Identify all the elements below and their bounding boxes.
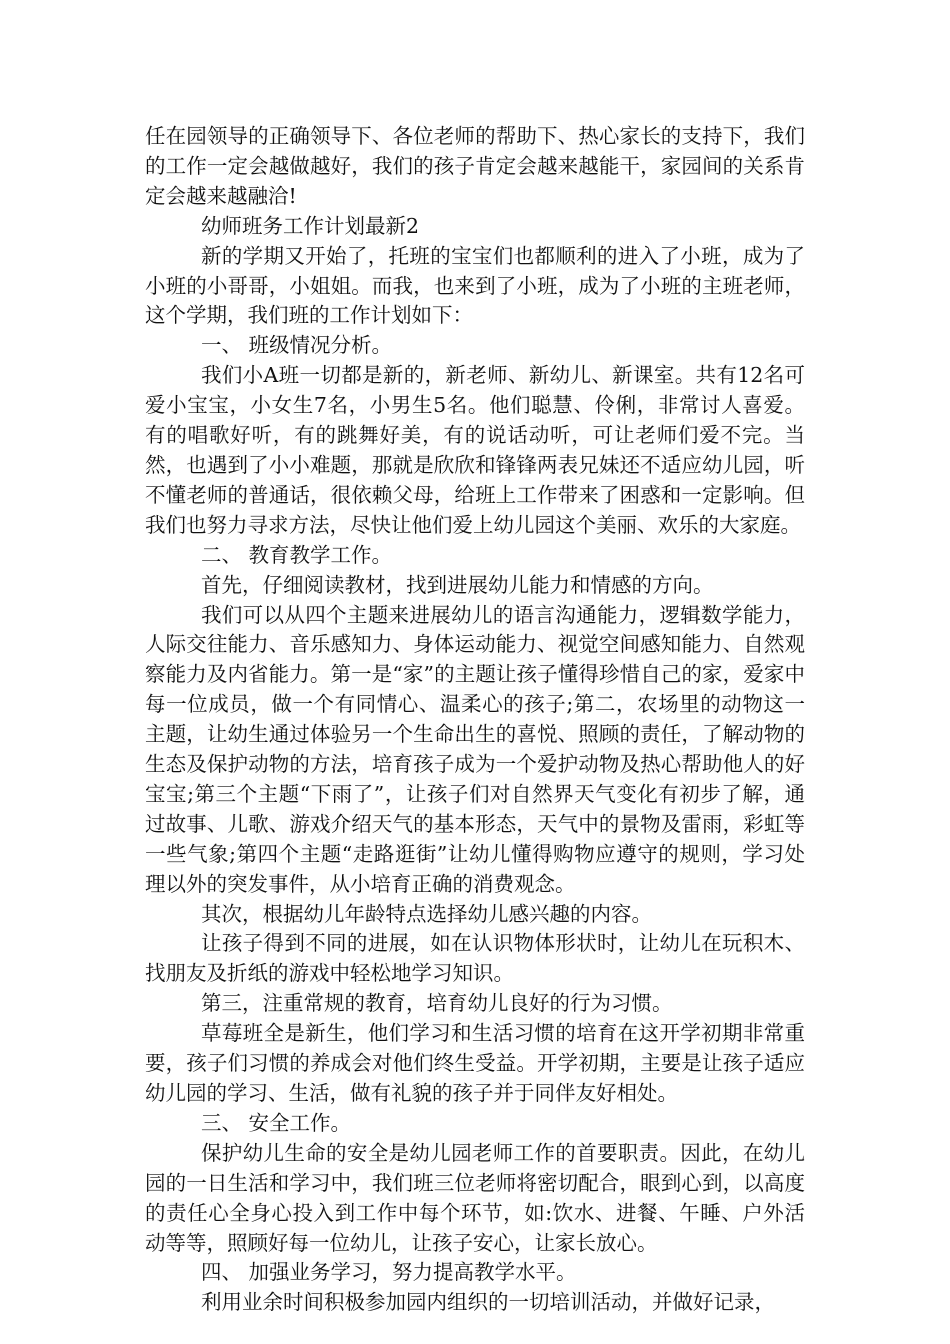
paragraph: 利用业余时间积极参加园内组织的一切培训活动，并做好记录， <box>201 1290 775 1315</box>
paragraph: 首先，仔细阅读教材，找到进展幼儿能力和情感的方向。 <box>201 572 714 597</box>
section-title: 幼师班务工作计划最新2 <box>201 213 420 238</box>
section-heading: 一、 班级情况分析。 <box>201 333 393 358</box>
paragraph: 我们可以从四个主题来进展幼儿的语言沟通能力，逻辑数学能力，人际交往能力、音乐感知力、身体运动能力、视觉空间感知能力、自然观察能力及内省能力。第一是“家”的主题让孩子懂得珍惜自己的家，爱家中每一位成员，做一个有同情心、温柔心的孩子;第二，农场里的动物这一主题，让幼生通过体验另一个生命出生的喜悦、照顾的责任，了解动物的生态及保护动物的方法，培育孩子成为一个爱护动物及热心帮助他人的好宝宝;第三个主题“下雨了”，让孩子们对自然界天气变化有初步了解，通过故事、儿歌、游戏介绍天气的基本形态，天气中的景物及雷雨，彩虹等一些气象;第四个主题“走路逛街”让幼儿懂得购物应遵守的规则，学习处理以外的突发事件，从小培育正确的消费观念。 <box>145 602 805 896</box>
section-heading: 四、 加强业务学习，努力提高教学水平。 <box>201 1260 577 1285</box>
section-heading: 三、 安全工作。 <box>201 1110 352 1135</box>
paragraph: 新的学期又开始了，托班的宝宝们也都顺利的进入了小班，成为了小班的小哥哥，小姐姐。而我，也来到了小班，成为了小班的主班老师，这个学期，我们班的工作计划如下： <box>145 243 805 328</box>
paragraph: 我们小A班一切都是新的，新老师、新幼儿、新课室。共有12名可爱小宝宝，小女生7名，小男生5名。他们聪慧、伶俐，非常讨人喜爱。有的唱歌好听，有的跳舞好美，有的说话动听，可让老师们爱不完。当然，也遇到了小小难题，那就是欣欣和锋锋两表兄妹还不适应幼儿园，听不懂老师的普通话，很依赖父母，给班上工作带来了困惑和一定影响。但我们也努力寻求方法，尽快让他们爱上幼儿园这个美丽、欢乐的大家庭。 <box>145 363 805 537</box>
paragraph: 让孩子得到不同的进展，如在认识物体形状时，让幼儿在玩积木、找朋友及折纸的游戏中轻松地学习知识。 <box>145 931 805 986</box>
paragraph: 其次，根据幼儿年龄特点选择幼儿感兴趣的内容。 <box>201 901 652 926</box>
document-body <box>145 122 805 1318</box>
paragraph: 草莓班全是新生，他们学习和生活习惯的培育在这开学初期非常重要，孩子们习惯的养成会对他们终生受益。开学初期，主要是让孩子适应幼儿园的学习、生活，做有礼貌的孩子并于同伴友好相处。 <box>145 1021 805 1105</box>
section-heading: 二、 教育教学工作。 <box>201 542 393 567</box>
paragraph: 保护幼儿生命的安全是幼儿园老师工作的首要职责。因此，在幼儿园的一日生活和学习中，我们班三位老师将密切配合，眼到心到，以高度的责任心全身心投入到工作中每个环节，如:饮水、进餐、午睡、户外活动等等，照顾好每一位幼儿，让孩子安心，让家长放心。 <box>145 1140 805 1255</box>
paragraph: 第三，注重常规的教育，培育幼儿良好的行为习惯。 <box>201 991 673 1016</box>
paragraph-continuation: 任在园领导的正确领导下、各位老师的帮助下、热心家长的支持下，我们的工作一定会越做越好，我们的孩子肯定会越来越能干，家园间的关系肯定会越来越融洽! <box>145 124 805 208</box>
